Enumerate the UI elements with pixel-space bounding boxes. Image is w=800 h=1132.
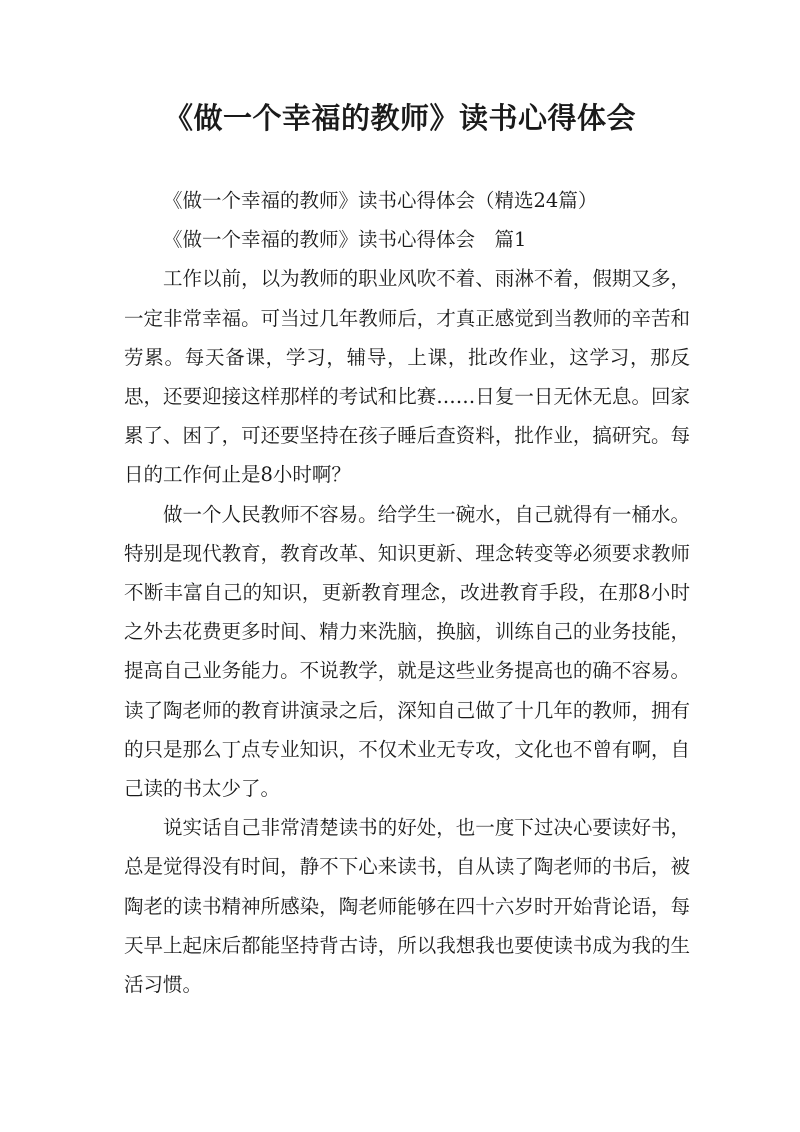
body-paragraph: 工作以前，以为教师的职业风吹不着、雨淋不着，假期又多，一定非常幸福。可当过几年教师后，才真正感觉到当教师的辛苦和劳累。每天备课，学习，辅导，上课，批改作业，这学习，那反思，还要迎接这样那样的考试和比赛……日复一日无休无息。回家累了、困了，可还要坚持在孩子睡后查资料，批作业，搞研究。每日的工作何止是8小时啊？ [124,267,690,487]
document-title: 《做一个幸福的教师》读书心得体会 [163,101,636,135]
document-subtitle: 《做一个幸福的教师》读书心得体会（精选24篇） [163,189,598,212]
section-heading: 《做一个幸福的教师》读书心得体会 篇1 [163,228,527,252]
body-paragraph: 做一个人民教师不容易。给学生一碗水，自己就得有一桶水。特别是现代教育，教育改革、知识更新、理念转变等必须要求教师不断丰富自己的知识，更新教育理念，改进教育手段，在那8小时之外去花费更多时间、精力来洗脑，换脑，训练自己的业务技能，提高自己业务能力。不说教学，就是这些业务提高也的确不容易。读了陶老师的教育讲演录之后，深知自己做了十几年的教师，拥有的只是那么丁点专业知识，不仅术业无专攻，文化也不曾有啊，自己读的书太少了。 [124,502,690,801]
document-body [124,181,690,1004]
body-paragraph: 说实话自己非常清楚读书的好处，也一度下过决心要读好书，总是觉得没有时间，静不下心来读书，自从读了陶老师的书后，被陶老的读书精神所感染，陶老师能够在四十六岁时开始背论语，每天早上起床后都能坚持背古诗，所以我想我也要使读书成为我的生活习惯。 [124,816,690,997]
